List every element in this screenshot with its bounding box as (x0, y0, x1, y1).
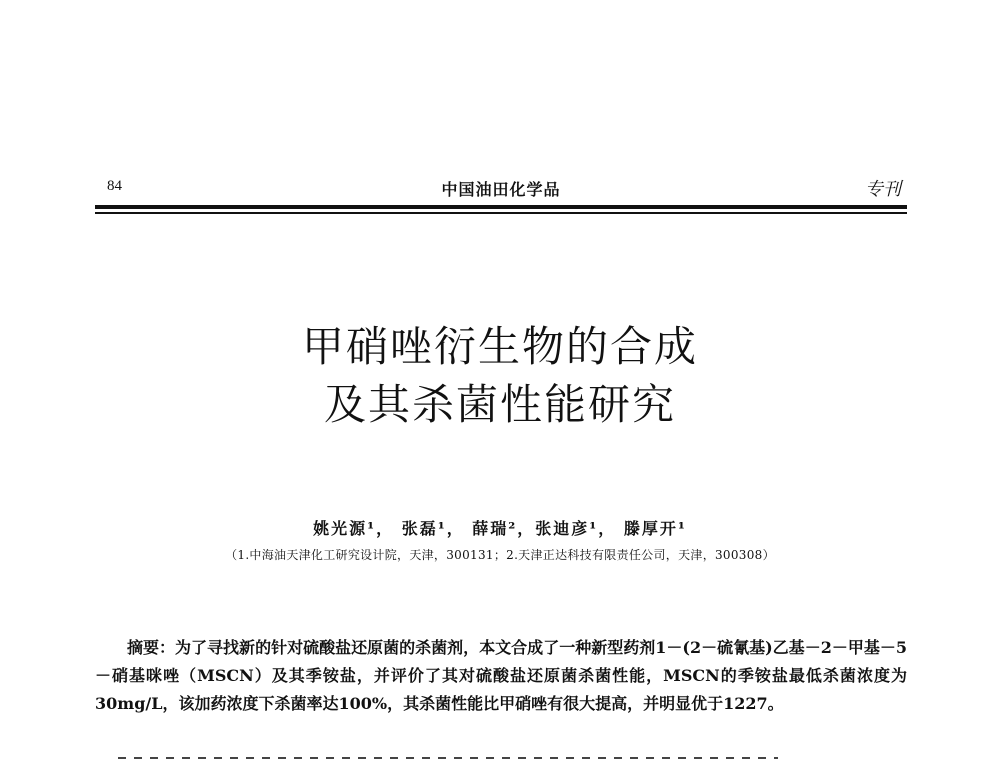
title-line-2: 及其杀菌性能研究 (323, 380, 676, 429)
journal-name: 中国油田化学品 (441, 180, 561, 199)
cropped-next-line (118, 752, 778, 760)
abstract (95, 634, 907, 718)
title-line-1: 甲硝唑衍生物的合成 (301, 322, 698, 371)
running-header (95, 172, 907, 202)
abstract-text: 为了寻找新的针对硫酸盐还原菌的杀菌剂，本文合成了一种新型药剂1－(2－硫氰基)乙基－2－甲基－5－硝基咪唑（MSCN）及其季铵盐，并评价了其对硫酸盐还原菌杀菌性能，MSCN的季铵盐最低杀菌浓度为30mg/L，该加药浓度下杀菌率达100%，其杀菌性能比甲硝唑有很大提高，并明显优于1227。 (95, 638, 907, 713)
author-affiliation: （1.中海油天津化工研究设计院，天津，300131；2.天津正达科技有限责任公司，天津，300308） (225, 548, 775, 562)
abstract-label: 摘要： (127, 638, 176, 657)
header-rule-thin (95, 212, 907, 214)
issue-label: 专刊 (865, 179, 901, 200)
author-list: 姚光源¹， 张磊¹， 薛瑞²，张迪彦¹， 滕厚开¹ (313, 519, 687, 538)
article-title (0, 318, 1000, 434)
header-rule-thick (95, 205, 907, 209)
page-number: 84 (107, 178, 122, 194)
cropped-text-trace (118, 757, 778, 759)
